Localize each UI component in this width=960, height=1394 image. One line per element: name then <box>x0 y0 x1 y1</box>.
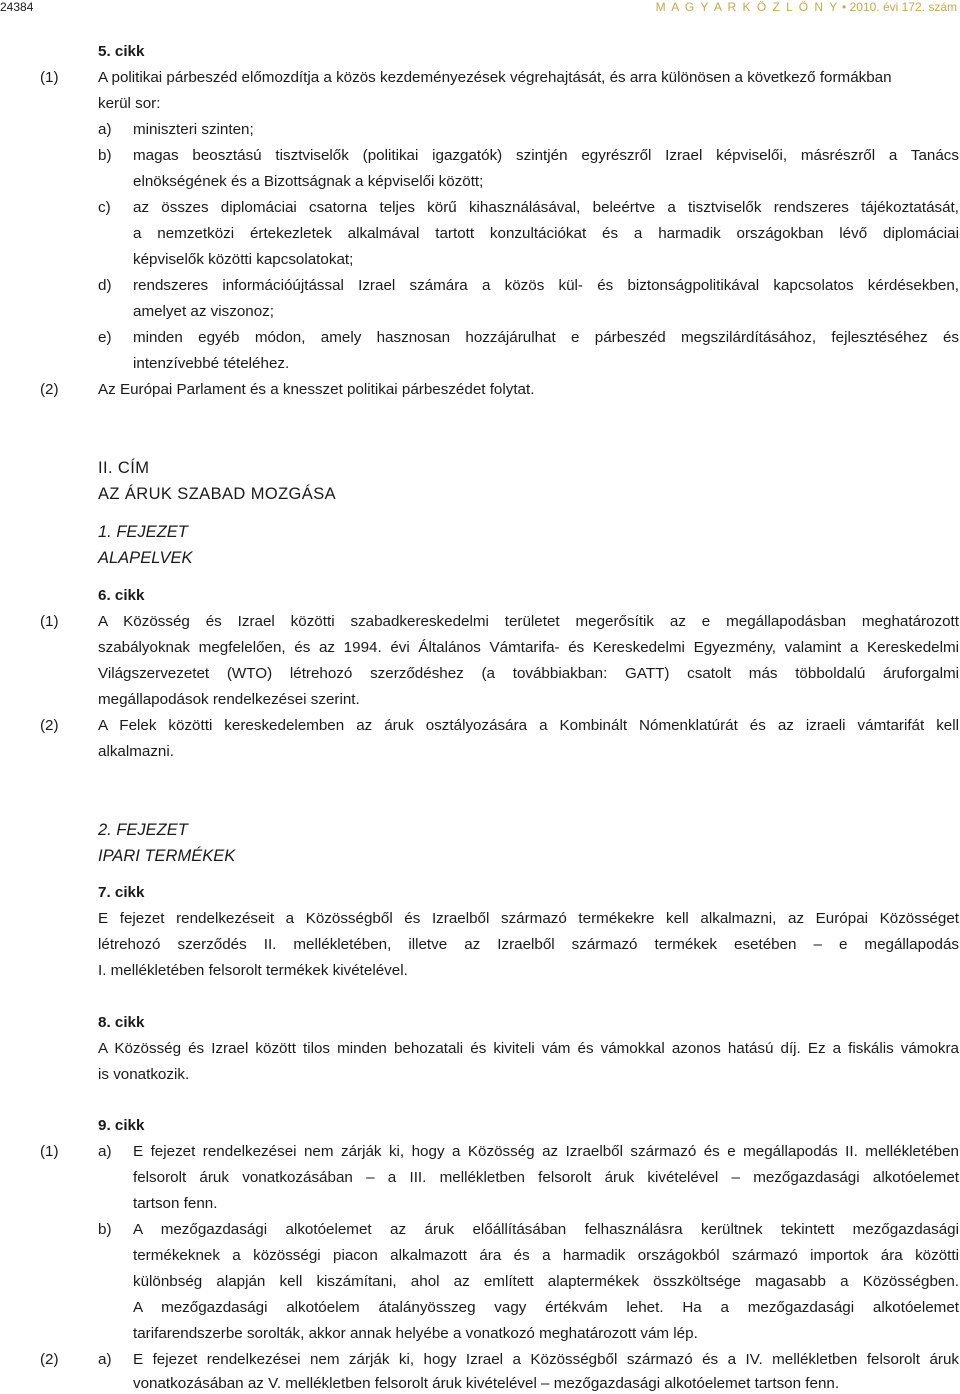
journal-title <box>656 0 957 14</box>
art6-p1-number: (1) <box>40 613 59 630</box>
art5-p2-number: (2) <box>40 381 59 398</box>
chapter-1-title: ALAPELVEK <box>98 549 193 567</box>
art5-b-line2: elnökségének és a Bizottságnak a képviselői között; <box>133 173 484 190</box>
art8-line1: A Közösség és Izrael között tilos minden behozatali és kiviteli vám és vámokkal azonos hatású díj. Ez a fiskális vámokra <box>98 1040 959 1057</box>
bullet-separator: • <box>842 0 847 14</box>
journal-name: M A G Y A R K Ö Z L Ö N Y <box>655 0 839 14</box>
art9-p2a-line2: vonatkozásában az V. mellékletben felsorolt áruk kivételével – mezőgazdasági alkotóelemet tartson fenn. <box>133 1375 840 1392</box>
page-number: 24384 <box>0 0 34 14</box>
art7-line1: E fejezet rendelkezéseit a Közösségből és Izraelből származó termékekre kell alkalmazni, az Európai Közösséget <box>98 910 959 927</box>
art9-b-line1: A mezőgazdasági alkotóelemet az áruk előállításában felhasználásra kerültnek tekintett mezőgazdasági <box>133 1221 959 1238</box>
art6-p1-line2: szabályoknak megfelelően, és az 1994. évi Általános Vámtarifa- és Kereskedelmi Egyezmény, valamint a Kereskedelmi <box>98 639 959 656</box>
art9-a-line3: tartson fenn. <box>133 1195 218 1212</box>
art5-d-line2: amelyet az viszonoz; <box>133 303 274 320</box>
art5-p1-line1: A politikai párbeszéd előmozdítja a közös kezdeményezések végrehajtását, és arra különösen a következő formákban <box>98 69 892 86</box>
art6-p2-number: (2) <box>40 717 59 734</box>
art9-a-label: a) <box>98 1143 112 1160</box>
art5-e-line2: intenzívebbé tételéhez. <box>133 355 290 372</box>
article-7-title: 7. cikk <box>98 884 145 901</box>
art9-p1-number: (1) <box>40 1143 59 1160</box>
art5-d-label: d) <box>98 277 112 294</box>
journal-issue: 2010. évi 172. szám <box>849 0 957 14</box>
art5-c-line1: az összes diplomáciai csatorna teljes körű kihasználásával, beleértve a tisztviselők rendszeres tájékoztatását, <box>133 199 959 216</box>
art5-p2-line1: Az Európai Parlament és a knesszet politikai párbeszédet folytat. <box>98 381 535 398</box>
chapter-2-title: IPARI TERMÉKEK <box>98 847 236 865</box>
article-5-title: 5. cikk <box>98 43 145 60</box>
art9-b-line4: A mezőgazdasági alkotóelem átalányösszeg vagy értékvám lehet. Ha a mezőgazdasági alkotóelemet <box>133 1299 959 1316</box>
running-header <box>0 0 960 17</box>
art5-d-line1: rendszeres információújtással Izrael számára a közös kül- és biztonságpolitikával kapcsolatos kérdésekben, <box>133 277 959 294</box>
art5-c-line2: a nemzetközi értekezletek alkalmával tartott konzultációkat és a harmadik országokban lévő diplomáciai <box>133 225 959 242</box>
art5-b-line1: magas beosztású tisztviselők (politikai igazgatók) szintjén egyrészről Izrael képviselői, másrészről a Tanács <box>133 147 959 164</box>
art5-a-label: a) <box>98 121 112 138</box>
art5-c-label: c) <box>98 199 111 216</box>
art5-a-line1: miniszteri szinten; <box>133 121 254 138</box>
article-9-title: 9. cikk <box>98 1117 145 1134</box>
art9-a-line2: felsorolt áruk vonatkozásában – a III. mellékletben felsorolt áruk kivételével – mezőgazdasági alkotóelemet <box>133 1169 959 1186</box>
art6-p1-line3: Világszervezetet (WTO) létrehozó szerződéshez (a továbbiakban: GATT) csatolt más többoldalú áruforgalmi <box>98 665 959 682</box>
art5-p1-line2: kerül sor: <box>98 95 161 112</box>
art5-e-line1: minden egyéb módon, amely hasznosan hozzájárulhat e párbeszéd megszilárdításához, fejlesztéséhez és <box>133 329 959 346</box>
art5-e-label: e) <box>98 329 112 346</box>
art9-b-label: b) <box>98 1221 112 1238</box>
art8-line2: is vonatkozik. <box>98 1066 190 1083</box>
art9-p2-number: (2) <box>40 1351 59 1368</box>
art6-p1-line1: A Közösség és Izrael közötti szabadkereskedelmi területet megerősítik az e megállapodásban meghatározott <box>98 613 959 630</box>
art5-c-line3: képviselők közötti kapcsolatokat; <box>133 251 354 268</box>
art9-b-line3: különbség alapján kell kiszámítani, ahol az említett alaptermékek összköltsége magasabb a Közösségben. <box>133 1273 959 1290</box>
chapter-1-heading: 1. FEJEZET <box>98 523 188 541</box>
art9-a-line1: E fejezet rendelkezései nem zárják ki, hogy a Közösség az Izraelből származó és e megállapodás II. mellékletében <box>133 1143 959 1160</box>
art9-b-line2: termékeknek a közösségi piacon alkalmazott ára és a harmadik országokból származó importok ára közötti <box>133 1247 959 1264</box>
art5-p1-number: (1) <box>40 69 59 86</box>
title-2-subheading: AZ ÁRUK SZABAD MOZGÁSA <box>98 485 337 503</box>
art5-b-label: b) <box>98 147 112 164</box>
article-8-title: 8. cikk <box>98 1014 145 1031</box>
chapter-2-heading: 2. FEJEZET <box>98 821 188 839</box>
art9-p2a-line1: E fejezet rendelkezései nem zárják ki, hogy Izrael a Közösségből származó és a IV. mellékletben felsorolt áruk <box>133 1351 959 1368</box>
art7-line2: létrehozó szerződés II. mellékletében, illetve az Izraelből származó termékek esetében – e megállapodás <box>98 936 959 953</box>
art7-line3: I. mellékletében felsorolt termékek kivételével. <box>98 962 408 979</box>
title-2-heading: II. CÍM <box>98 459 150 477</box>
art6-p2-line2: alkalmazni. <box>98 743 174 760</box>
art9-b-line5: tarifarendszerbe sorolták, akkor annak helyébe a vonatkozó meghatározott vám lép. <box>133 1325 698 1342</box>
art6-p1-line4: megállapodások rendelkezései szerint. <box>98 691 360 708</box>
art6-p2-line1: A Felek közötti kereskedelemben az áruk osztályozására a Kombinált Nómenklatúrát és az izraeli vámtarifát kell <box>98 717 959 734</box>
art9-p2a-label: a) <box>98 1351 112 1368</box>
article-6-title: 6. cikk <box>98 587 145 604</box>
